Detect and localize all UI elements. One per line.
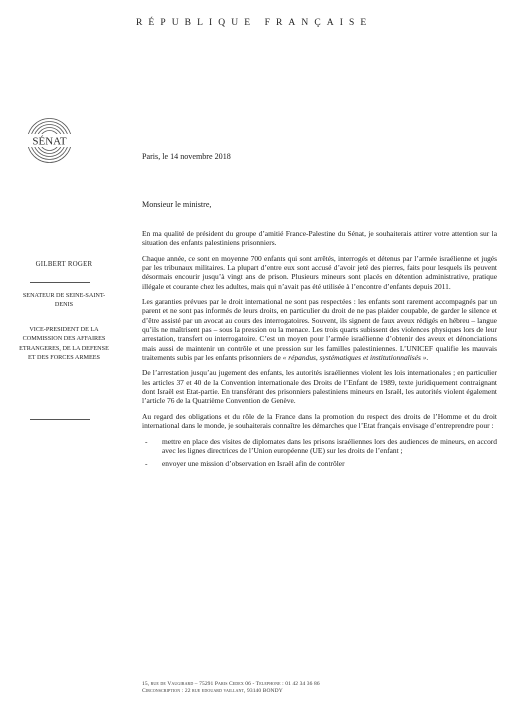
- paragraph-4: De l’arrestation jusqu’au jugement des enfants, les autorités israéliennes violent les lois internationales ; en particulier les articles 37 et 40 de la Convention internationale des Droits de l’Enfant de 1989, texte juridiquement contraignant dont Israël est Etat-partie. En transférant des prisonniers palestiniens mineurs en Israël, les autorités violent également l’article 76 de la Quatrième Convention de Genève.: [142, 368, 497, 406]
- footer-circonscription: Circonscription : 22 rue edouard vaillant, 93140 BONDY: [142, 688, 283, 695]
- list-item-text: envoyer une mission d’observation en Israël afin de contrôler: [162, 459, 345, 469]
- letter-body: [142, 229, 497, 472]
- signatory-title-senator: SENATEUR DE SEINE-SAINT-DENIS: [22, 292, 106, 309]
- demands-list: [142, 437, 497, 469]
- footer-address: 15, rue de Vaugirard – 75291 Paris Cedex 06 - Telephone : 01 42 34 36 86: [142, 681, 320, 687]
- bullet-dash-icon: -: [145, 459, 148, 469]
- signatory-name: GILBERT ROGER: [35, 261, 93, 268]
- list-item: [142, 459, 497, 468]
- list-item-text: mettre en place des visites de diplomates dans les prisons israéliennes lors des audiences de mineurs, en accord avec les lignes directrices de l’Union européenne (UE) sur les droits de l’enfant ;: [162, 436, 497, 455]
- senat-logo-text: SÉNAT: [32, 135, 67, 148]
- paragraph-5: Au regard des obligations et du rôle de la France dans la promotion du respect des droits de l’Homme et du droit international dans le monde, je souhaiterais connaître les démarches que l’Etat français envisage d’entreprendre pour :: [142, 411, 497, 431]
- paragraph-3: [142, 297, 497, 362]
- letter-date: Paris, le 14 novembre 2018: [142, 152, 231, 161]
- paragraph-2: Chaque année, ce sont en moyenne 700 enfants qui sont arrêtés, interrogés et détenus par l’armée israélienne et jugés par les tribunaux militaires. La plupart d’entre eux sont accusé d’avoir jeté des pierres, faits pour lesquels ils peuvent désormais encourir jusqu’à vingt ans de prison. Plusieurs mineurs sont placés en détention administrative, pratique illégale et courante chez les adultes, mais qui n’avait pas été utilisée à l’encontre d’enfants depuis 2011.: [142, 253, 497, 291]
- bullet-dash-icon: -: [145, 436, 148, 446]
- list-item: [142, 437, 497, 456]
- sidebar-divider-bottom: [30, 419, 90, 420]
- signatory-title-vice-president: VICE-PRESIDENT DE LA COMMISSION DES AFFAIRES ETRANGERES, DE LA DEFENSE ET DES FORCES ARMEES: [19, 326, 109, 361]
- header-republique: RÉPUBLIQUE FRANÇAISE: [136, 18, 373, 28]
- letter-footer: [142, 681, 502, 696]
- senat-logo: [26, 117, 73, 164]
- unicef-quote: « répandus, systématiques et institutionnalisés ».: [282, 352, 429, 362]
- letter-salutation: Monsieur le ministre,: [142, 200, 212, 209]
- paragraph-1: En ma qualité de président du groupe d’amitié France-Palestine du Sénat, je souhaiterais attirer votre attention sur la situation des enfants palestiniens prisonniers.: [142, 229, 497, 248]
- senat-logo-icon: [26, 117, 73, 164]
- sidebar-divider-top: [30, 282, 90, 283]
- paragraph-3-text: Les garanties prévues par le droit international ne sont pas respectées : les enfants sont rarement accompagnés par un parent et ne sont pas informés de leurs droits, en particulier du droit de ne pas plaider coupable, de garder le silence et d’être assisté par un avocat au cours des interrogatoires. Souvent, ils signent de faux aveux rédigés en hébreu – langue qu’ils ne maîtrisent pas – sous la pression ou la menace. Les trois quarts subissent des violences physiques lors de leur arrestation, transfert ou interrogatoire. C’est un moyen pour l’armée israélienne d’obtenir des aveux et dénonciations mais aussi de maintenir un contrôle et une pression sur les familles palestiniennes. L’UNICEF qualifie les mauvais traitements subis par les enfants prisonniers de: [142, 297, 497, 362]
